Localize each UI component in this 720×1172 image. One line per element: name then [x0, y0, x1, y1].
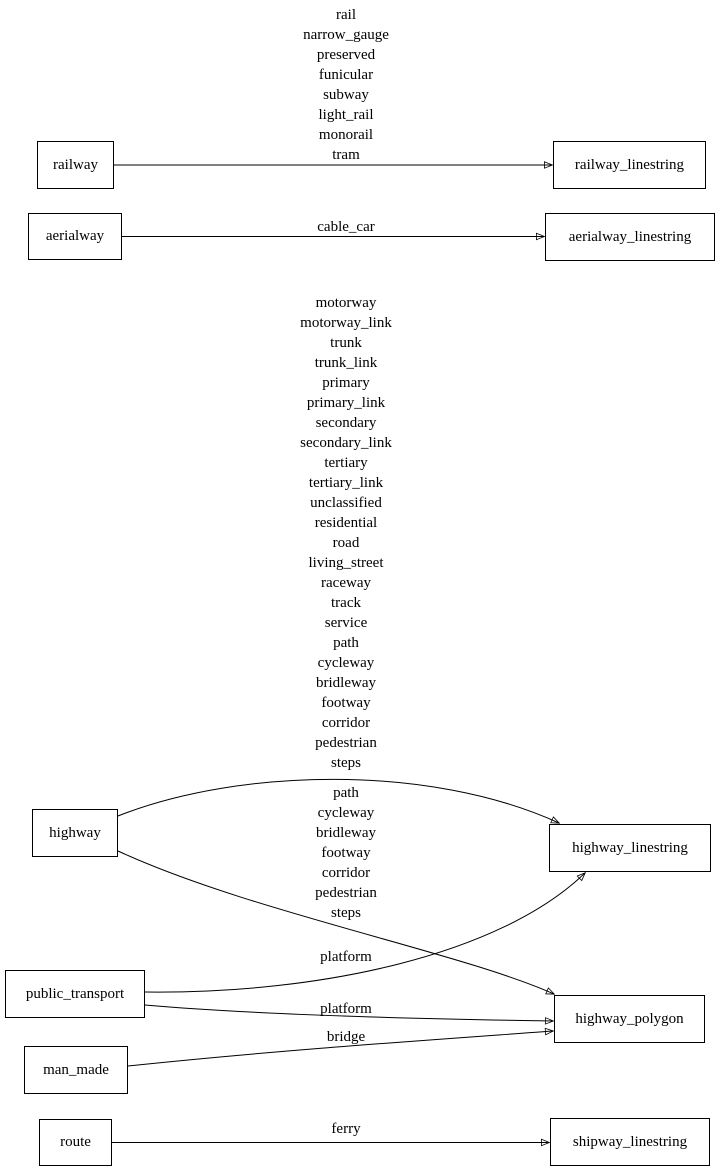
edge-value-line: tertiary_link [308, 475, 384, 491]
edge-value-line: primary_link [306, 395, 386, 411]
edge-value-line: subway [323, 87, 369, 103]
node-highway-polygon: highway_polygon [554, 995, 705, 1043]
edge-value-line: track [331, 595, 361, 611]
edge-value-line: service [324, 615, 368, 631]
edge-label-public-transport-polygon-values [196, 999, 496, 1019]
edge-value-line: motorway [315, 295, 377, 311]
edge-value-line: motorway_link [300, 315, 392, 331]
edge-value-line: path [333, 785, 359, 801]
edge-label-public-transport-linestring-values [196, 947, 496, 967]
edge-value-line: bridleway [316, 675, 376, 691]
node-railway: railway [37, 141, 114, 189]
edge-value-line: tram [332, 147, 360, 163]
node-aerialway: aerialway [28, 213, 122, 260]
edge-value-line: bridleway [316, 825, 376, 841]
node-highway-linestring: highway_linestring [549, 824, 711, 872]
edge-label-highway-polygon-values [196, 783, 496, 923]
node-shipway-linestring: shipway_linestring [550, 1118, 710, 1166]
node-highway: highway [32, 809, 118, 857]
edge-value-line: primary [322, 375, 370, 391]
edge-value-line: trunk_link [314, 355, 378, 371]
edge-label-man-made-values [196, 1027, 496, 1047]
edge-value-line: preserved [316, 47, 376, 63]
edge-label-aerialway-values [196, 217, 496, 237]
edge-value-line: secondary [315, 415, 377, 431]
edge-value-line: steps [331, 905, 361, 921]
edge-value-line: residential [314, 515, 378, 531]
edge-value-line: rail [336, 7, 356, 23]
node-aerialway-linestring: aerialway_linestring [545, 213, 715, 261]
node-route: route [39, 1119, 112, 1166]
edge-label-route-values [196, 1119, 496, 1139]
edge-value-line: platform [320, 1001, 372, 1017]
edge-value-line: light_rail [318, 107, 374, 123]
edge-value-line: pedestrian [315, 735, 377, 751]
edge-value-line: cycleway [317, 805, 375, 821]
edge-value-line: funicular [318, 67, 374, 83]
edge-value-line: trunk [330, 335, 362, 351]
edge-value-line: pedestrian [315, 885, 377, 901]
node-railway-linestring: railway_linestring [553, 141, 706, 189]
edge-value-line: steps [331, 755, 361, 771]
edge-value-line: narrow_gauge [303, 27, 389, 43]
edge-label-highway-linestring-values [196, 293, 496, 773]
edge-value-line: living_street [308, 555, 384, 571]
edge-label-railway-values [196, 5, 496, 165]
edge-value-line: cable_car [317, 219, 375, 235]
edge-value-line: path [333, 635, 359, 651]
edge-value-line: unclassified [310, 495, 382, 511]
edge-value-line: cycleway [317, 655, 375, 671]
edge-value-line: footway [321, 695, 371, 711]
edge-value-line: tertiary [324, 455, 368, 471]
node-man-made: man_made [24, 1046, 128, 1094]
edge-value-line: platform [320, 949, 372, 965]
edge-value-line: ferry [331, 1121, 361, 1137]
edge-value-line: footway [321, 845, 371, 861]
edge-value-line: secondary_link [300, 435, 392, 451]
edge-value-line: corridor [321, 865, 371, 881]
edge-value-line: road [332, 535, 360, 551]
edge-value-line: corridor [321, 715, 371, 731]
node-public-transport: public_transport [5, 970, 145, 1018]
edge-value-line: monorail [318, 127, 374, 143]
edge-value-line: bridge [326, 1029, 366, 1045]
edge-value-line: raceway [321, 575, 371, 591]
